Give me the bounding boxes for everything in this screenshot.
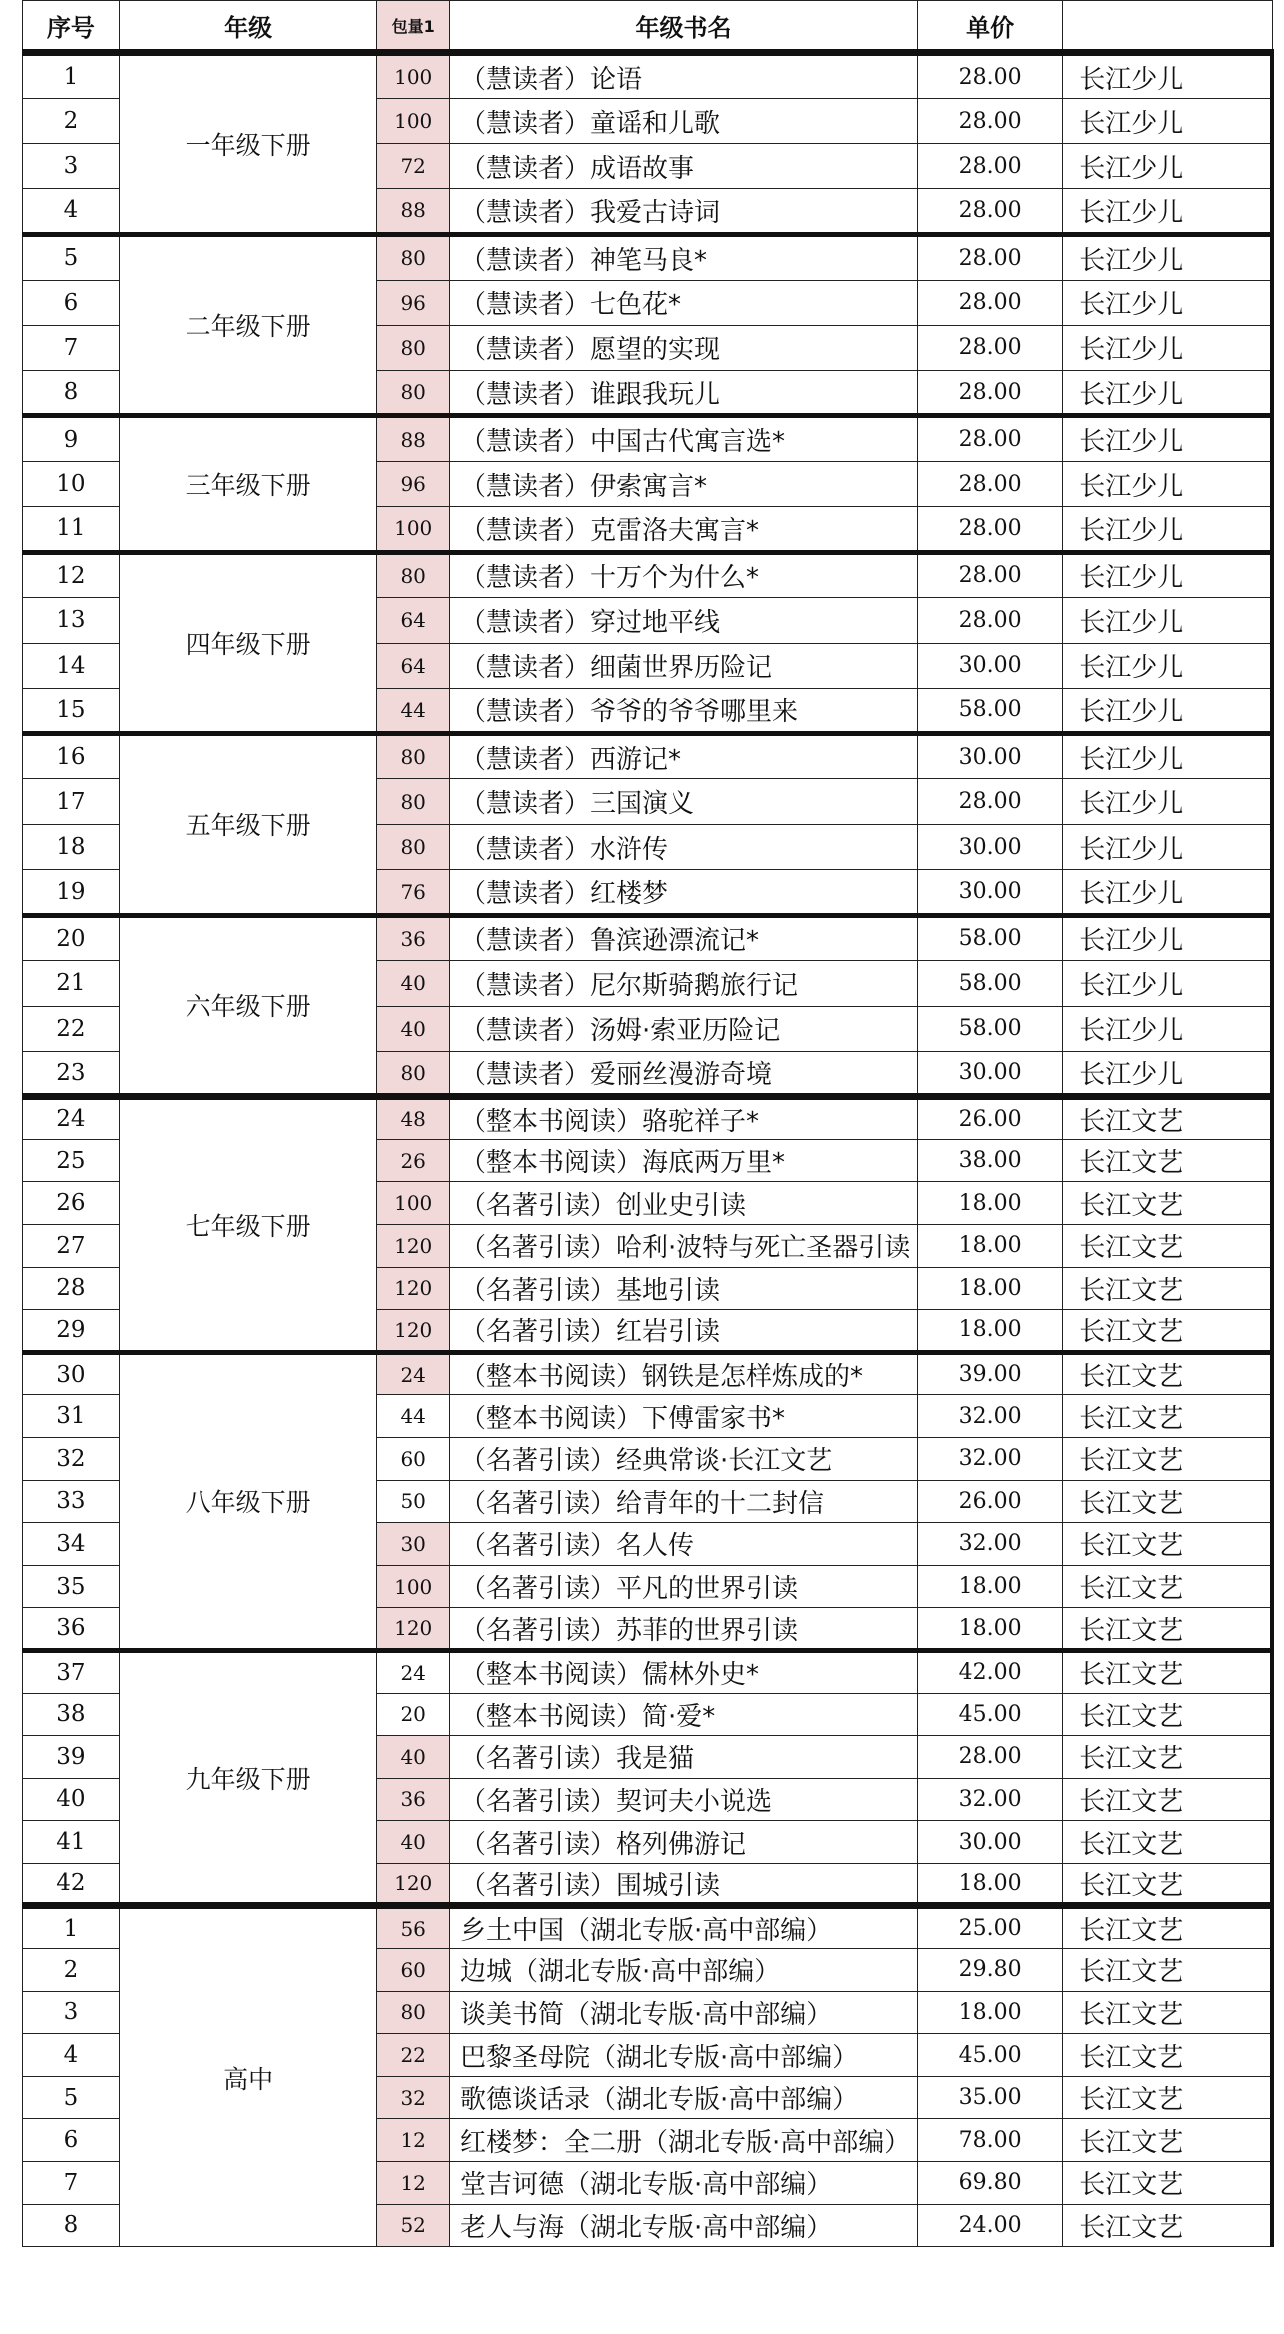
quantity-cell: 40	[377, 1736, 450, 1779]
quantity-cell: 44	[377, 688, 450, 733]
publisher: 长江文艺	[1063, 1778, 1272, 1821]
quantity-cell: 40	[377, 1821, 450, 1864]
publisher: 长江文艺	[1063, 1097, 1272, 1140]
publisher: 长江少儿	[1063, 1052, 1272, 1097]
book-title: （慧读者）愿望的实现	[449, 325, 917, 370]
grade-label: 二年级下册	[119, 234, 377, 416]
book-title: （整本书阅读）简·爱*	[449, 1693, 917, 1736]
row-number: 23	[23, 1052, 120, 1097]
book-title: （名著引读）给青年的十二封信	[449, 1480, 917, 1523]
book-title: （名著引读）契诃夫小说选	[449, 1778, 917, 1821]
publisher: 长江文艺	[1063, 2034, 1272, 2077]
quantity-cell: 60	[377, 1437, 450, 1480]
quantity-cell: 48	[377, 1097, 450, 1140]
quantity-cell: 64	[377, 597, 450, 643]
row-number: 25	[23, 1139, 120, 1182]
book-title: 堂吉诃德（湖北专版·高中部编）	[449, 2162, 917, 2205]
unit-price: 58.00	[918, 1006, 1063, 1051]
book-title: （整本书阅读）儒林外史*	[449, 1650, 917, 1693]
book-title: （名著引读）平凡的世界引读	[449, 1565, 917, 1608]
quantity-cell: 120	[377, 1310, 450, 1353]
unit-price: 32.00	[918, 1778, 1063, 1821]
quantity-cell: 26	[377, 1139, 450, 1182]
book-title: （名著引读）名人传	[449, 1523, 917, 1566]
publisher: 长江文艺	[1063, 1224, 1272, 1267]
publisher: 长江文艺	[1063, 1310, 1272, 1353]
row-number: 36	[23, 1608, 120, 1651]
row-number: 14	[23, 643, 120, 688]
publisher: 长江少儿	[1063, 552, 1272, 597]
table-row	[23, 53, 1273, 99]
book-title: 巴黎圣母院（湖北专版·高中部编）	[449, 2034, 917, 2077]
quantity-cell: 88	[377, 189, 450, 234]
unit-price: 42.00	[918, 1650, 1063, 1693]
quantity-cell: 36	[377, 915, 450, 960]
row-number: 42	[23, 1863, 120, 1906]
unit-price: 28.00	[918, 53, 1063, 99]
row-number: 16	[23, 734, 120, 779]
row-number: 8	[23, 370, 120, 415]
book-title: （整本书阅读）骆驼祥子*	[449, 1097, 917, 1140]
book-title: （慧读者）细菌世界历险记	[449, 643, 917, 688]
unit-price: 29.80	[918, 1949, 1063, 1992]
book-title: （慧读者）十万个为什么*	[449, 552, 917, 597]
row-number: 26	[23, 1182, 120, 1225]
publisher: 长江少儿	[1063, 507, 1272, 552]
unit-price: 32.00	[918, 1523, 1063, 1566]
publisher: 长江少儿	[1063, 734, 1272, 779]
quantity-cell: 120	[377, 1863, 450, 1906]
row-number: 24	[23, 1097, 120, 1140]
quantity-cell: 40	[377, 1006, 450, 1051]
quantity-cell: 12	[377, 2119, 450, 2162]
book-title: 谈美书简（湖北专版·高中部编）	[449, 1991, 917, 2034]
publisher: 长江文艺	[1063, 2076, 1272, 2119]
unit-price: 26.00	[918, 1480, 1063, 1523]
unit-price: 28.00	[918, 507, 1063, 552]
book-title: 边城（湖北专版·高中部编）	[449, 1949, 917, 1992]
unit-price: 30.00	[918, 825, 1063, 870]
book-title: （慧读者）七色花*	[449, 280, 917, 325]
publisher: 长江文艺	[1063, 1821, 1272, 1864]
book-title: （名著引读）创业史引读	[449, 1182, 917, 1225]
unit-price: 26.00	[918, 1097, 1063, 1140]
publisher: 长江少儿	[1063, 99, 1272, 144]
book-title: （慧读者）论语	[449, 53, 917, 99]
row-number: 2	[23, 1949, 120, 1992]
book-title: （慧读者）三国演义	[449, 779, 917, 825]
book-title: （慧读者）爷爷的爷爷哪里来	[449, 688, 917, 733]
unit-price: 28.00	[918, 280, 1063, 325]
unit-price: 18.00	[918, 1991, 1063, 2034]
publisher: 长江文艺	[1063, 1437, 1272, 1480]
row-number: 6	[23, 2119, 120, 2162]
publisher: 长江少儿	[1063, 597, 1272, 643]
unit-price: 30.00	[918, 734, 1063, 779]
book-title: （慧读者）克雷洛夫寓言*	[449, 507, 917, 552]
unit-price: 69.80	[918, 2162, 1063, 2205]
grade-label: 四年级下册	[119, 552, 377, 734]
unit-price: 28.00	[918, 416, 1063, 462]
unit-price: 58.00	[918, 688, 1063, 733]
unit-price: 18.00	[918, 1224, 1063, 1267]
book-title: （整本书阅读）钢铁是怎样炼成的*	[449, 1352, 917, 1395]
row-number: 19	[23, 870, 120, 915]
unit-price: 18.00	[918, 1182, 1063, 1225]
publisher: 长江文艺	[1063, 1650, 1272, 1693]
row-number: 29	[23, 1310, 120, 1353]
quantity-cell: 80	[377, 1052, 450, 1097]
quantity-cell: 32	[377, 2076, 450, 2119]
quantity-cell: 76	[377, 870, 450, 915]
book-title: （名著引读）哈利·波特与死亡圣器引读	[449, 1224, 917, 1267]
unit-price: 28.00	[918, 1736, 1063, 1779]
publisher: 长江少儿	[1063, 280, 1272, 325]
quantity-cell: 120	[377, 1608, 450, 1651]
row-number: 3	[23, 1991, 120, 2034]
quantity-cell: 24	[377, 1352, 450, 1395]
quantity-cell: 52	[377, 2204, 450, 2247]
row-number: 5	[23, 234, 120, 280]
unit-price: 58.00	[918, 915, 1063, 960]
publisher: 长江少儿	[1063, 870, 1272, 915]
quantity-cell: 80	[377, 779, 450, 825]
quantity-cell: 22	[377, 2034, 450, 2077]
unit-price: 35.00	[918, 2076, 1063, 2119]
unit-price: 32.00	[918, 1395, 1063, 1438]
row-number: 18	[23, 825, 120, 870]
book-title: （名著引读）格列佛游记	[449, 1821, 917, 1864]
publisher: 长江文艺	[1063, 2119, 1272, 2162]
publisher: 长江少儿	[1063, 688, 1272, 733]
header-publisher	[1063, 1, 1272, 53]
book-table	[22, 0, 1274, 2247]
unit-price: 28.00	[918, 552, 1063, 597]
book-title: （慧读者）尼尔斯骑鹅旅行记	[449, 960, 917, 1006]
unit-price: 39.00	[918, 1352, 1063, 1395]
row-number: 30	[23, 1352, 120, 1395]
table-row	[23, 234, 1273, 280]
unit-price: 28.00	[918, 189, 1063, 234]
unit-price: 24.00	[918, 2204, 1063, 2247]
unit-price: 38.00	[918, 1139, 1063, 1182]
row-number: 20	[23, 915, 120, 960]
book-title: （慧读者）鲁滨逊漂流记*	[449, 915, 917, 960]
table-row	[23, 1097, 1273, 1140]
row-number: 17	[23, 779, 120, 825]
row-number: 7	[23, 325, 120, 370]
quantity-cell: 20	[377, 1693, 450, 1736]
row-number: 1	[23, 1906, 120, 1949]
row-number: 3	[23, 144, 120, 189]
row-number: 33	[23, 1480, 120, 1523]
quantity-cell: 80	[377, 1991, 450, 2034]
publisher: 长江少儿	[1063, 1006, 1272, 1051]
book-title: （名著引读）经典常谈·长江文艺	[449, 1437, 917, 1480]
row-number: 15	[23, 688, 120, 733]
book-title: （慧读者）爱丽丝漫游奇境	[449, 1052, 917, 1097]
table-row	[23, 1650, 1273, 1693]
row-number: 28	[23, 1267, 120, 1310]
row-number: 8	[23, 2204, 120, 2247]
book-title: （慧读者）谁跟我玩儿	[449, 370, 917, 415]
unit-price: 18.00	[918, 1608, 1063, 1651]
unit-price: 28.00	[918, 597, 1063, 643]
publisher: 长江文艺	[1063, 1949, 1272, 1992]
quantity-cell: 120	[377, 1224, 450, 1267]
row-number: 7	[23, 2162, 120, 2205]
publisher: 长江文艺	[1063, 1395, 1272, 1438]
grade-label: 九年级下册	[119, 1650, 377, 1906]
table-row	[23, 1906, 1273, 1949]
book-title: （慧读者）童谣和儿歌	[449, 99, 917, 144]
quantity-cell: 88	[377, 416, 450, 462]
row-number: 32	[23, 1437, 120, 1480]
publisher: 长江文艺	[1063, 1139, 1272, 1182]
publisher: 长江文艺	[1063, 1693, 1272, 1736]
row-number: 2	[23, 99, 120, 144]
book-title: 乡土中国（湖北专版·高中部编）	[449, 1906, 917, 1949]
row-number: 41	[23, 1821, 120, 1864]
publisher: 长江少儿	[1063, 779, 1272, 825]
row-number: 11	[23, 507, 120, 552]
book-title: （慧读者）成语故事	[449, 144, 917, 189]
publisher: 长江文艺	[1063, 1565, 1272, 1608]
unit-price: 28.00	[918, 779, 1063, 825]
row-number: 9	[23, 416, 120, 462]
publisher: 长江少儿	[1063, 53, 1272, 99]
row-number: 27	[23, 1224, 120, 1267]
unit-price: 28.00	[918, 462, 1063, 507]
quantity-cell: 96	[377, 462, 450, 507]
book-title: （整本书阅读）海底两万里*	[449, 1139, 917, 1182]
quantity-cell: 24	[377, 1650, 450, 1693]
grade-label: 一年级下册	[119, 53, 377, 235]
row-number: 6	[23, 280, 120, 325]
book-title: （名著引读）苏菲的世界引读	[449, 1608, 917, 1651]
publisher: 长江文艺	[1063, 2204, 1272, 2247]
publisher: 长江文艺	[1063, 1991, 1272, 2034]
book-title: （慧读者）穿过地平线	[449, 597, 917, 643]
table-body	[23, 53, 1273, 2247]
book-title: （名著引读）红岩引读	[449, 1310, 917, 1353]
grade-label: 五年级下册	[119, 734, 377, 916]
unit-price: 28.00	[918, 99, 1063, 144]
publisher: 长江文艺	[1063, 1182, 1272, 1225]
table-row	[23, 416, 1273, 462]
publisher: 长江文艺	[1063, 1523, 1272, 1566]
book-title: （名著引读）基地引读	[449, 1267, 917, 1310]
unit-price: 28.00	[918, 144, 1063, 189]
quantity-cell: 56	[377, 1906, 450, 1949]
publisher: 长江少儿	[1063, 325, 1272, 370]
publisher: 长江少儿	[1063, 416, 1272, 462]
book-title: 老人与海（湖北专版·高中部编）	[449, 2204, 917, 2247]
publisher: 长江少儿	[1063, 462, 1272, 507]
row-number: 39	[23, 1736, 120, 1779]
quantity-cell: 100	[377, 99, 450, 144]
unit-price: 45.00	[918, 2034, 1063, 2077]
quantity-cell: 80	[377, 234, 450, 280]
publisher: 长江文艺	[1063, 2162, 1272, 2205]
row-number: 1	[23, 53, 120, 99]
quantity-cell: 72	[377, 144, 450, 189]
unit-price: 18.00	[918, 1863, 1063, 1906]
table-row	[23, 734, 1273, 779]
book-title: （慧读者）西游记*	[449, 734, 917, 779]
unit-price: 18.00	[918, 1310, 1063, 1353]
unit-price: 58.00	[918, 960, 1063, 1006]
publisher: 长江文艺	[1063, 1863, 1272, 1906]
row-number: 38	[23, 1693, 120, 1736]
unit-price: 18.00	[918, 1267, 1063, 1310]
unit-price: 18.00	[918, 1565, 1063, 1608]
table-row	[23, 915, 1273, 960]
quantity-cell: 64	[377, 643, 450, 688]
row-number: 37	[23, 1650, 120, 1693]
header-no: 序号	[23, 1, 120, 53]
quantity-cell: 80	[377, 825, 450, 870]
unit-price: 28.00	[918, 234, 1063, 280]
quantity-cell: 120	[377, 1267, 450, 1310]
publisher: 长江少儿	[1063, 370, 1272, 415]
unit-price: 28.00	[918, 370, 1063, 415]
quantity-cell: 100	[377, 1565, 450, 1608]
row-number: 4	[23, 2034, 120, 2077]
publisher: 长江少儿	[1063, 915, 1272, 960]
header-title: 年级书名	[449, 1, 917, 53]
publisher: 长江文艺	[1063, 1736, 1272, 1779]
unit-price: 32.00	[918, 1437, 1063, 1480]
quantity-cell: 80	[377, 325, 450, 370]
row-number: 4	[23, 189, 120, 234]
row-number: 5	[23, 2076, 120, 2119]
book-title: （慧读者）我爱古诗词	[449, 189, 917, 234]
header-qty: 包量1	[377, 1, 450, 53]
publisher: 长江少儿	[1063, 825, 1272, 870]
unit-price: 30.00	[918, 870, 1063, 915]
row-number: 21	[23, 960, 120, 1006]
unit-price: 28.00	[918, 325, 1063, 370]
publisher: 长江文艺	[1063, 1480, 1272, 1523]
quantity-cell: 80	[377, 370, 450, 415]
quantity-cell: 30	[377, 1523, 450, 1566]
grade-label: 六年级下册	[119, 915, 377, 1097]
quantity-cell: 80	[377, 552, 450, 597]
book-title: （慧读者）汤姆·索亚历险记	[449, 1006, 917, 1051]
book-title: （慧读者）伊索寓言*	[449, 462, 917, 507]
publisher: 长江少儿	[1063, 189, 1272, 234]
header-row	[23, 1, 1273, 53]
quantity-cell: 100	[377, 1182, 450, 1225]
unit-price: 78.00	[918, 2119, 1063, 2162]
book-title: （慧读者）水浒传	[449, 825, 917, 870]
book-title: 红楼梦：全二册（湖北专版·高中部编）	[449, 2119, 917, 2162]
quantity-cell: 100	[377, 507, 450, 552]
quantity-cell: 100	[377, 53, 450, 99]
quantity-cell: 12	[377, 2162, 450, 2205]
book-title: （慧读者）中国古代寓言选*	[449, 416, 917, 462]
publisher: 长江少儿	[1063, 960, 1272, 1006]
quantity-cell: 80	[377, 734, 450, 779]
unit-price: 45.00	[918, 1693, 1063, 1736]
row-number: 31	[23, 1395, 120, 1438]
publisher: 长江文艺	[1063, 1267, 1272, 1310]
row-number: 35	[23, 1565, 120, 1608]
book-title: （整本书阅读）下傅雷家书*	[449, 1395, 917, 1438]
quantity-cell: 40	[377, 960, 450, 1006]
quantity-cell: 50	[377, 1480, 450, 1523]
publisher: 长江少儿	[1063, 643, 1272, 688]
publisher: 长江文艺	[1063, 1352, 1272, 1395]
book-title: （名著引读）我是猫	[449, 1736, 917, 1779]
grade-label: 八年级下册	[119, 1352, 377, 1650]
table-row	[23, 1352, 1273, 1395]
row-number: 34	[23, 1523, 120, 1566]
quantity-cell: 96	[377, 280, 450, 325]
row-number: 10	[23, 462, 120, 507]
publisher: 长江少儿	[1063, 234, 1272, 280]
unit-price: 25.00	[918, 1906, 1063, 1949]
row-number: 40	[23, 1778, 120, 1821]
book-title: 歌德谈话录（湖北专版·高中部编）	[449, 2076, 917, 2119]
quantity-cell: 36	[377, 1778, 450, 1821]
unit-price: 30.00	[918, 1052, 1063, 1097]
row-number: 13	[23, 597, 120, 643]
grade-label: 七年级下册	[119, 1097, 377, 1353]
publisher: 长江少儿	[1063, 144, 1272, 189]
row-number: 12	[23, 552, 120, 597]
row-number: 22	[23, 1006, 120, 1051]
table-row	[23, 552, 1273, 597]
publisher: 长江文艺	[1063, 1906, 1272, 1949]
book-title: （慧读者）红楼梦	[449, 870, 917, 915]
header-price: 单价	[918, 1, 1063, 53]
header-grade: 年级	[119, 1, 377, 53]
book-title: （名著引读）围城引读	[449, 1863, 917, 1906]
book-title: （慧读者）神笔马良*	[449, 234, 917, 280]
unit-price: 30.00	[918, 1821, 1063, 1864]
unit-price: 30.00	[918, 643, 1063, 688]
quantity-cell: 60	[377, 1949, 450, 1992]
grade-label: 三年级下册	[119, 416, 377, 552]
publisher: 长江文艺	[1063, 1608, 1272, 1651]
grade-label: 高中	[119, 1906, 377, 2247]
quantity-cell: 44	[377, 1395, 450, 1438]
